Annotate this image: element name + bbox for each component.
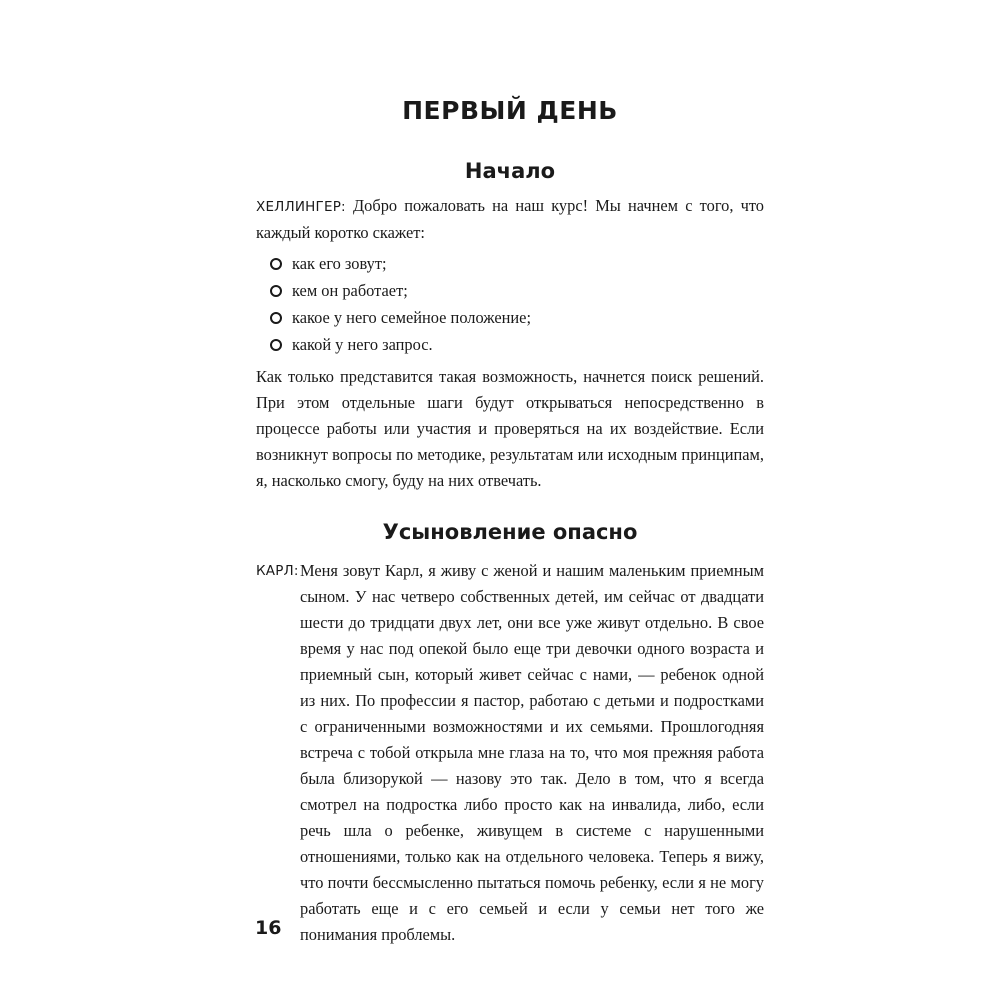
circle-bullet-icon — [270, 312, 282, 324]
list-item — [270, 250, 764, 277]
hellinger-speech — [256, 193, 764, 246]
circle-bullet-icon — [270, 258, 282, 270]
circle-bullet-icon — [270, 285, 282, 297]
list-item — [270, 331, 764, 358]
book-page — [256, 96, 764, 948]
hellinger-speech-text: Добро пожаловать на наш курс! Мы начнем с того, что каждый коротко скажет: — [256, 196, 764, 242]
list-item — [270, 277, 764, 304]
list-item-text: какое у него семейное положение; — [292, 308, 532, 327]
karl-speech — [256, 558, 764, 948]
page-number: 16 — [255, 917, 282, 939]
list-item-text: какой у него запрос. — [292, 335, 433, 354]
karl-speech-text: Меня зовут Карл, я живу с женой и нашим маленьким приемным сыном. У нас четверо собственных детей, им сейчас от двадцати шести до тридцати двух лет, они все уже живут отдельно. В свое время у нас под опекой было еще три девочки одного возраста и приемный сын, который живет сейчас с нами, — ребенок одной из них. По профессии я пастор, работаю с детьми и подростками с ограниченными возможностями и их семьями. Прошлогодняя встреча с тобой открыла мне глаза на то, что моя прежняя работа была близорукой — назову это так. Дело в том, что я всегда смотрел на подростка либо просто как на инвалида, либо, если речь шла о ребенке, живущем в системе с нарушенными отношениями, только как на отдельного человека. Теперь я вижу, что почти бессмысленно пытаться помочь ребенку, если я не могу работать еще и с его семьей и если у семьи нет того же понимания проблемы. — [300, 561, 764, 944]
question-list — [270, 250, 764, 358]
circle-bullet-icon — [270, 339, 282, 351]
section-title-start: Начало — [464, 159, 556, 183]
list-item-text: как его зовут; — [292, 254, 387, 273]
speaker-hellinger: ХЕЛЛИНГЕР: — [256, 199, 346, 215]
chapter-title: ПЕРВЫЙ ДЕНЬ — [402, 96, 618, 125]
intro-paragraph: Как только представится такая возможность, начнется поиск решений. При этом отдельные шаги будут открываться непосредственно в процессе работы или участия и проверяться на их воздействие. Если возникнут вопросы по методике, результатам или исходным принципам, я, насколько смогу, буду на них отвечать. — [256, 367, 764, 490]
list-item-text: кем он работает; — [292, 281, 408, 300]
list-item — [270, 304, 764, 331]
speaker-karl: КАРЛ: — [256, 563, 299, 579]
section-title-adoption: Усыновление опасно — [382, 520, 638, 544]
